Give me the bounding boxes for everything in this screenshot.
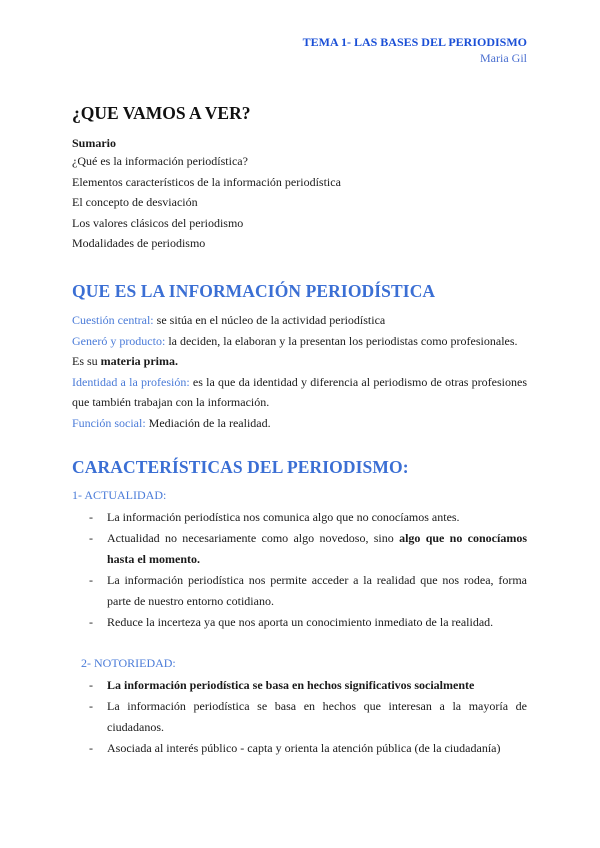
list-item — [72, 696, 527, 738]
social-text: Mediación de la realidad. — [145, 415, 271, 430]
list-item-text: Asociada al interés público - capta y orienta la atención pública (de la ciudadanía) — [107, 741, 501, 755]
summary-item: Los valores clásicos del periodismo — [72, 215, 244, 230]
summary-item: Modalidades de periodismo — [72, 236, 206, 250]
page-header — [303, 34, 527, 66]
notoriedad-list-block — [72, 675, 527, 759]
social-paragraph — [72, 413, 527, 434]
identity-text: es la que da identidad y diferencia al periodismo de otras profesiones que también trabajan con la información. — [72, 374, 527, 409]
raw-prefix: Es su — [72, 354, 101, 368]
intro-section — [72, 103, 527, 124]
identity-label: Identidad a la profesión: — [72, 374, 190, 389]
list-item-text: Actualidad no necesariamente como algo novedoso, sino — [107, 531, 400, 545]
actualidad-label: 1- ACTUALIDAD: — [72, 488, 167, 502]
product-paragraph — [72, 331, 527, 352]
section1-body — [72, 310, 527, 433]
dash-bullet: - — [89, 531, 93, 545]
social-label: Función social: — [72, 415, 146, 430]
summary-list — [72, 151, 527, 254]
summary-block — [72, 136, 527, 151]
list-item-bold: algo que no conocíamos hasta el momento. — [107, 531, 527, 566]
list-item-bold: La información periodística se basa en hechos significativos socialmente — [107, 678, 475, 692]
central-label: Cuestión central: — [72, 313, 154, 327]
list-item — [72, 570, 527, 612]
dash-bullet: - — [89, 510, 93, 524]
summary-item: ¿Qué es la información periodística? — [72, 154, 248, 168]
section1-heading-block — [72, 281, 527, 302]
list-item — [72, 507, 527, 528]
summary-item: El concepto de desviación — [72, 195, 198, 209]
list-item — [72, 612, 527, 633]
list-item — [72, 675, 527, 696]
product-text: la deciden, la elaboran y la presentan los periodistas como profesionales. — [165, 333, 518, 348]
header-title: TEMA 1- LAS BASES DEL PERIODISMO — [302, 35, 527, 49]
list-item-text: Reduce la incerteza ya que nos aporta un conocimiento inmediato de la realidad. — [107, 615, 494, 629]
central-text: se sitúa en el núcleo de la actividad periodística — [153, 313, 386, 327]
section1-heading: QUE ES LA INFORMACIÓN PERIODÍSTICA — [72, 281, 436, 301]
dash-bullet: - — [89, 699, 93, 713]
list-item — [72, 528, 527, 570]
notoriedad-label: 2- NOTORIEDAD: — [81, 656, 176, 670]
header-author: Maria Gil — [480, 51, 527, 65]
summary-item: Elementos característicos de la información periodística — [72, 174, 341, 189]
actualidad-list — [72, 507, 527, 633]
actualidad-list-block — [72, 507, 527, 633]
central-paragraph — [72, 310, 527, 331]
section2-heading-block — [72, 457, 527, 478]
raw-material-paragraph — [72, 351, 527, 372]
list-item-text: La información periodística nos permite acceder a la realidad que nos rodea, forma parte de nuestro entorno cotidiano. — [107, 573, 527, 608]
identity-paragraph — [72, 372, 527, 413]
summary-label: Sumario — [72, 136, 117, 150]
list-item-text: La información periodística se basa en hechos que interesan a la mayoría de ciudadanos. — [107, 699, 527, 734]
raw-bold: materia prima. — [100, 354, 178, 368]
dash-bullet: - — [89, 573, 93, 587]
list-item-text: La información periodística nos comunica algo que no conocíamos antes. — [107, 510, 460, 524]
notoriedad-list — [72, 675, 527, 759]
intro-heading: ¿QUE VAMOS A VER? — [72, 103, 251, 123]
list-item — [72, 738, 527, 759]
section2-heading: CARACTERÍSTICAS DEL PERIODISMO: — [72, 457, 409, 477]
dash-bullet: - — [89, 615, 93, 629]
dash-bullet: - — [89, 678, 93, 692]
dash-bullet: - — [89, 741, 93, 755]
actualidad-block — [72, 488, 527, 503]
notoriedad-block — [81, 656, 536, 671]
product-label: Generó y producto: — [72, 333, 166, 348]
